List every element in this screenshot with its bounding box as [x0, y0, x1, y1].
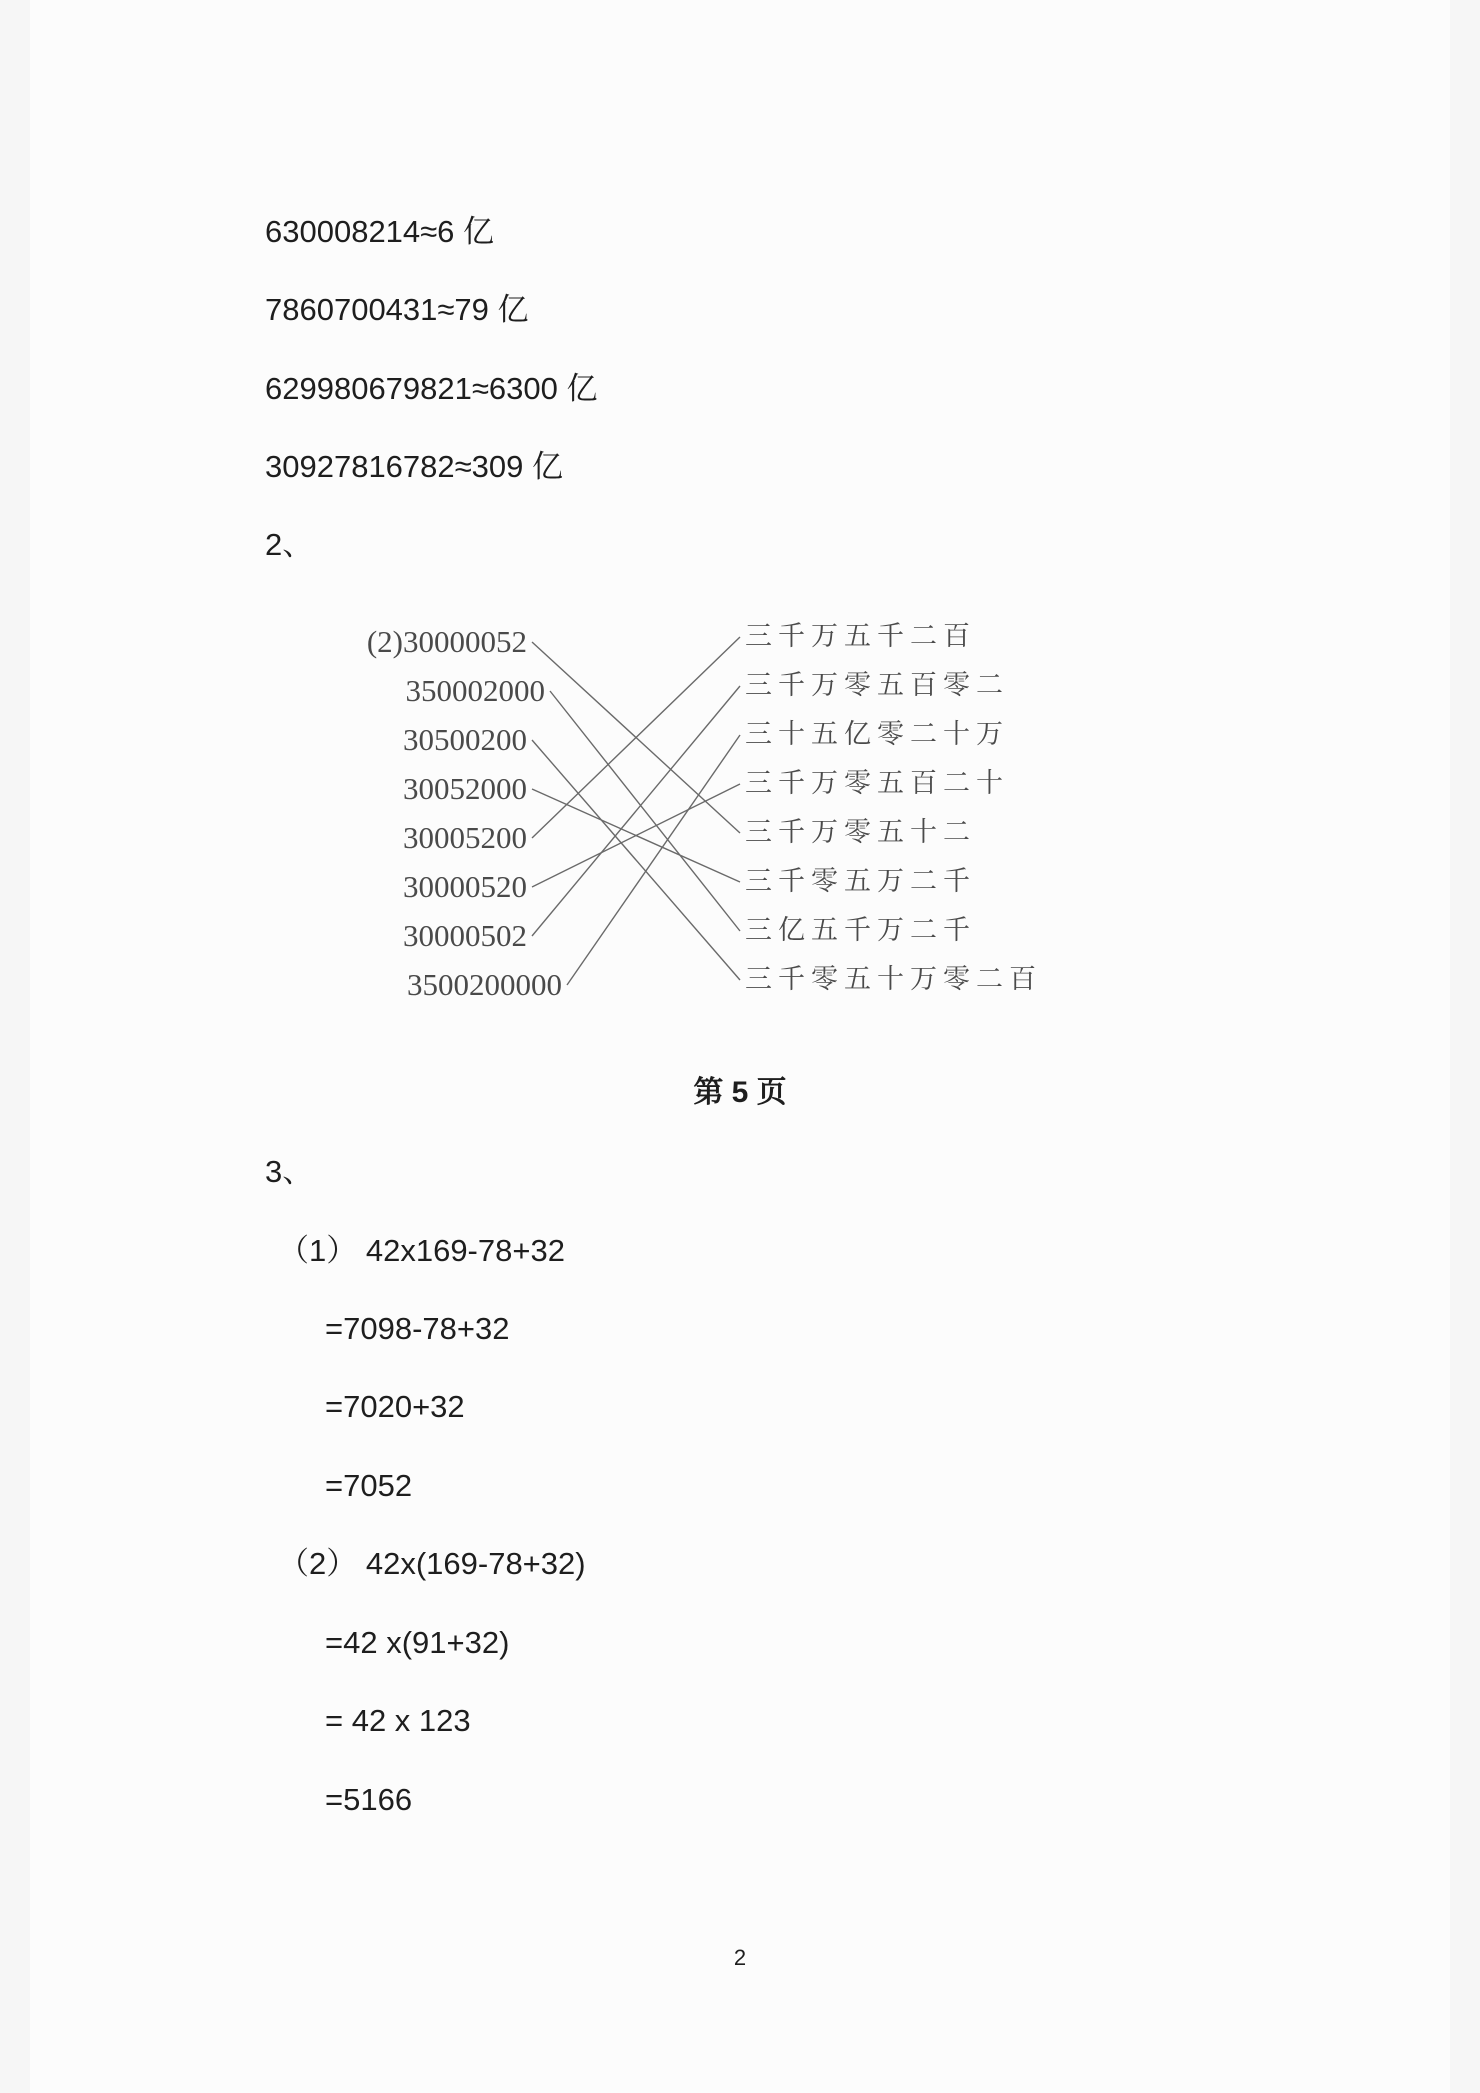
calc-step: =7098-78+32: [325, 1311, 510, 1346]
expression-2: （2） 42x(169-78+32): [278, 1546, 586, 1581]
reading-item: 三千万五千二百: [745, 621, 976, 652]
section-title: 第 5 页: [693, 1076, 787, 1109]
page-number: 2: [733, 1945, 747, 1970]
question-2-label: 2、: [265, 527, 314, 562]
match-line: [532, 740, 740, 980]
approximation-line: 30927816782≈309 亿: [265, 449, 563, 484]
calc-step: =5166: [325, 1782, 413, 1817]
number-item: 30052000: [403, 771, 527, 806]
approximation-line: 7860700431≈79 亿: [265, 292, 529, 327]
match-line: [550, 691, 740, 931]
reading-item: 三亿五千万二千: [745, 915, 976, 946]
document-page: [30, 0, 1450, 2093]
match-line: [532, 686, 740, 936]
match-line: [532, 637, 740, 838]
matching-figure: [0, 600, 1480, 1020]
question-3-label: 3、: [265, 1154, 314, 1189]
reading-item: 三十五亿零二十万: [745, 719, 1009, 750]
reading-item: 三千零五万二千: [745, 866, 976, 897]
reading-item: 三千万零五百零二: [745, 670, 1009, 701]
match-line: [567, 735, 740, 985]
matching-lines: [0, 600, 1480, 1020]
calc-step: = 42 x 123: [325, 1703, 471, 1738]
number-item: 350002000: [405, 673, 545, 708]
calc-step: =7020+32: [325, 1389, 465, 1424]
number-item: 3500200000: [407, 967, 562, 1002]
reading-item: 三千万零五百二十: [745, 768, 1009, 799]
approximation-line: 629980679821≈6300 亿: [265, 371, 598, 406]
number-item: 30000520: [403, 869, 527, 904]
number-item: 30500200: [403, 722, 527, 757]
approximation-line: 630008214≈6 亿: [265, 214, 495, 249]
number-item: 30005200: [403, 820, 527, 855]
number-item: 30000502: [403, 918, 527, 953]
number-item: (2)30000052: [366, 624, 527, 659]
calc-step: =42 x(91+32): [325, 1625, 510, 1660]
reading-item: 三千零五十万零二百: [745, 964, 1042, 995]
reading-item: 三千万零五十二: [745, 817, 976, 848]
expression-1: （1） 42x169-78+32: [278, 1233, 565, 1268]
calc-step: =7052: [325, 1468, 413, 1503]
